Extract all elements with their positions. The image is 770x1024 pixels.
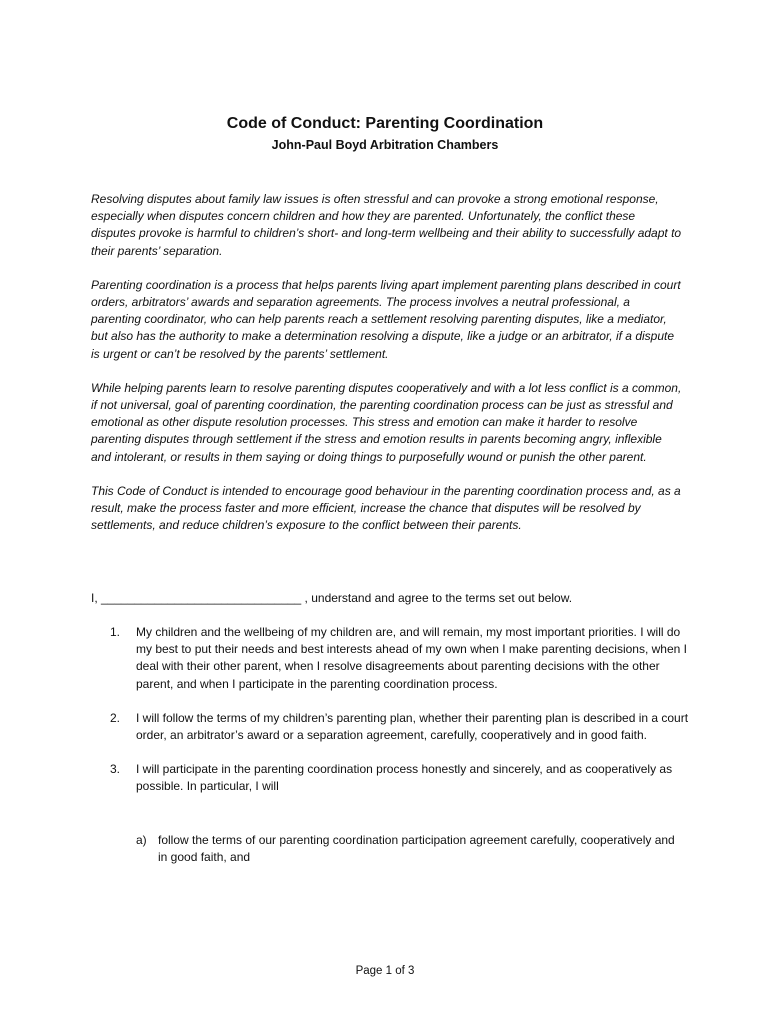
terms-list <box>110 624 690 813</box>
document-title: Code of Conduct: Parenting Coordination <box>226 115 544 132</box>
intro-paragraph: While helping parents learn to resolve parenting disputes cooperatively and with a lot less conflict is a common, if not universal, goal of parenting coordination, the parenting coordination process can be just as stressful and emotional as other dispute resolution processes. This stress and emotion can make it harder to resolve parenting disputes through settlement if the stress and emotion results in parents becoming angry, inflexible and intolerant, or results in them saying or doing things to purposefully wound or punish the other parent. <box>91 380 682 464</box>
term-text: I will follow the terms of my children’s parenting plan, whether their parenting plan is described in a court order, an arbitrator’s award or a separation agreement, carefully, cooperatively and in good faith. <box>136 710 689 743</box>
subterm-letter: a) <box>136 833 147 847</box>
term-item-1 <box>110 624 690 693</box>
page-number: Page 1 of 3 <box>355 965 415 977</box>
subterm-item-a <box>136 832 676 866</box>
intro-paragraph: Resolving disputes about family law issues is often stressful and can provoke a strong emotional response, especially when disputes concern children and how they are parented. Unfortunately, the conflict these disputes provoke is harmful to children’s short- and long-term wellbeing and their ability to successfully adapt to their parents’ separation. <box>91 192 682 258</box>
term-text: My children and the wellbeing of my children are, and will remain, my most important priorities. I will do my best to put their needs and best interests ahead of my own when I make parenting decisions, when I deal with their other parent, when I resolve disagreements about parenting decisions with the other parent, and when I participate in the parenting coordination process. <box>136 625 687 691</box>
term-number: 1. <box>110 625 121 639</box>
term-number: 3. <box>110 762 121 777</box>
term-text: I will participate in the parenting coordination process honestly and sincerely, and as cooperatively as possible. In particular, I will <box>136 762 673 794</box>
intro-paragraph: This Code of Conduct is intended to encourage good behaviour in the parenting coordination process and, as a result, make the process faster and more efficient, increase the chance that disputes will be resolved by settlements, and reduce children’s exposure to the conflict between their parents. <box>91 483 681 533</box>
intro-paragraph: Parenting coordination is a process that helps parents living apart implement parenting plans described in court orders, arbitrators’ awards and separation agreements. The process involves a neutral professional, a parenting coordinator, who can help parents reach a settlement resolving parenting disputes, like a mediator, but also has the authority to make a determination resolving a dispute, like a judge or an arbitrator, if a dispute is urgent or can’t be resolved by the parents’ settlement. <box>91 277 681 361</box>
term-number: 2. <box>110 710 121 725</box>
term-item-3 <box>110 761 690 795</box>
term-item-2 <box>110 710 690 744</box>
agreement-line: I, ______________________________ , understand and agree to the terms set out below. <box>91 591 573 605</box>
intro-section <box>91 191 683 551</box>
subterm-text: follow the terms of our parenting coordination participation agreement carefully, cooperatively and in good faith, and <box>158 833 675 865</box>
document-subtitle: John-Paul Boyd Arbitration Chambers <box>271 138 499 152</box>
subterms-list <box>136 832 676 883</box>
